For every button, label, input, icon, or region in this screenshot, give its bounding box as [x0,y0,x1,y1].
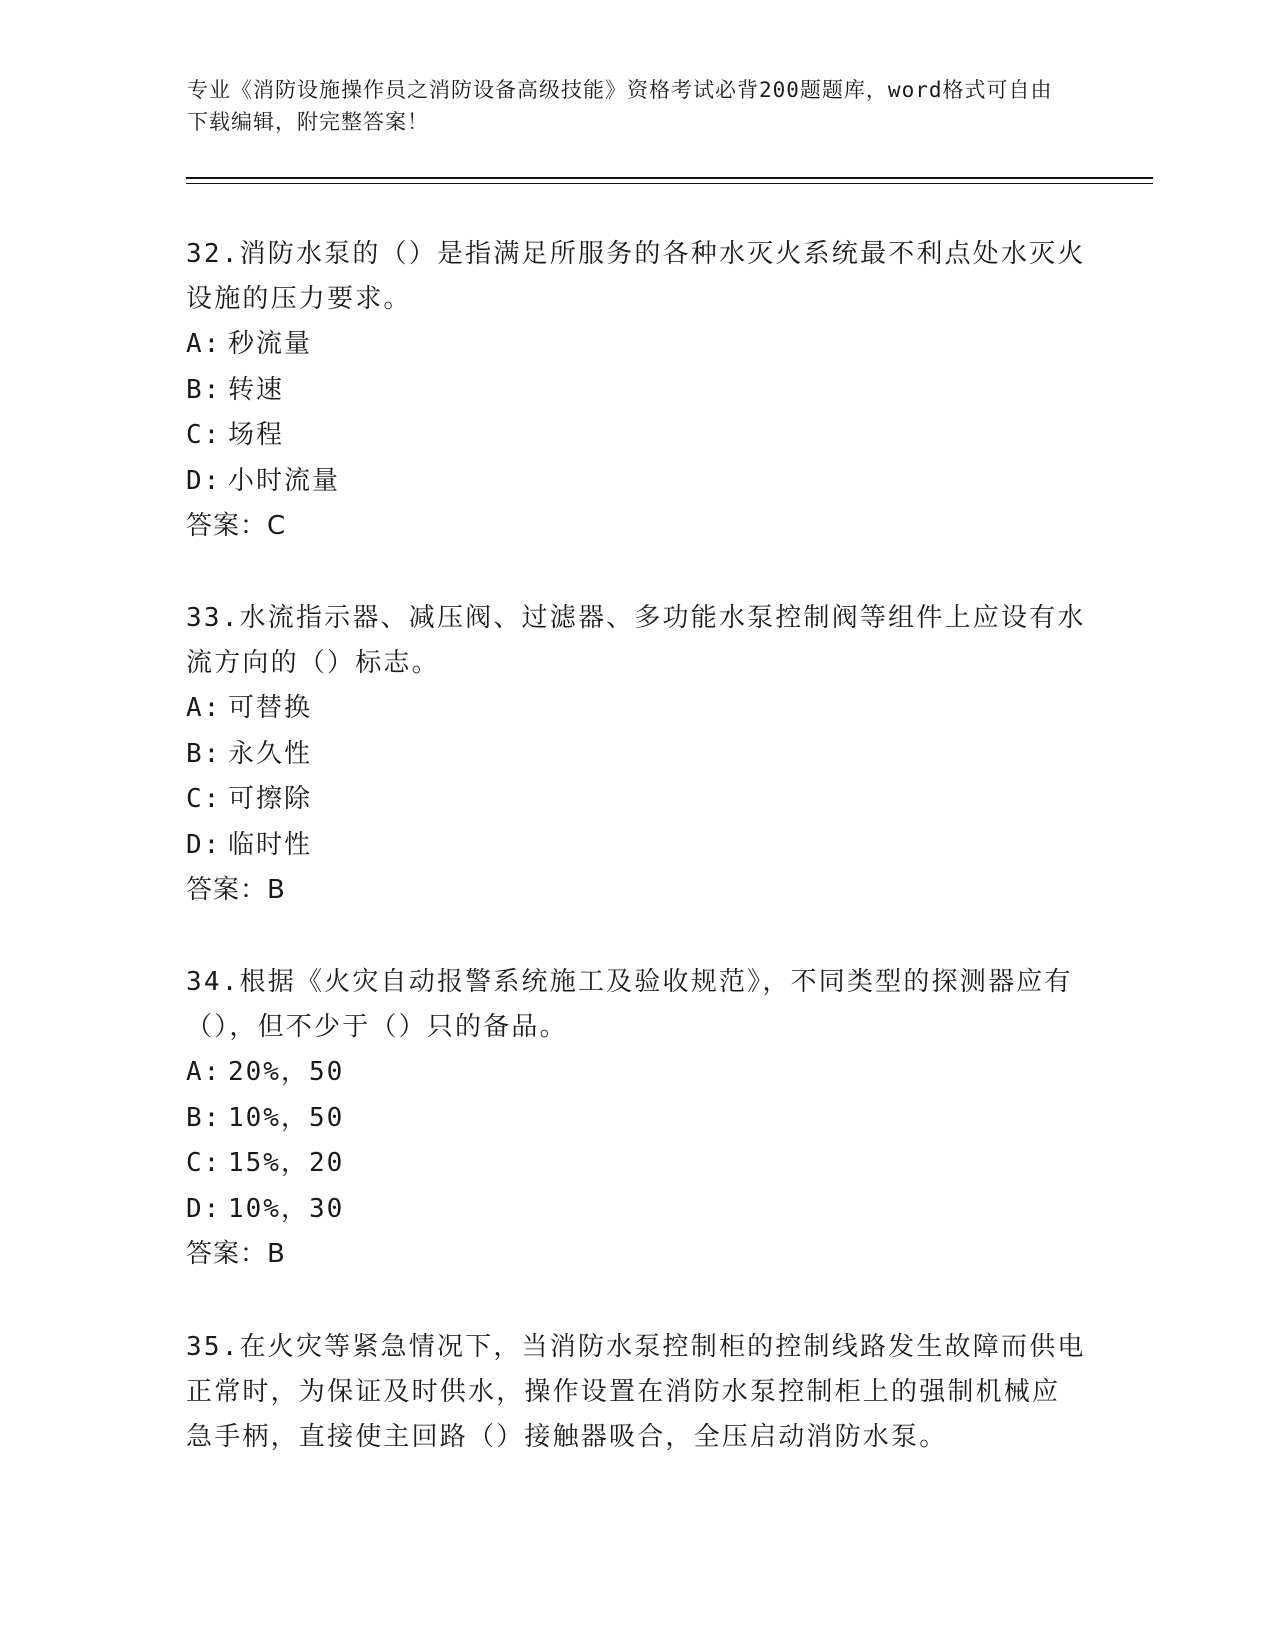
document-header: 专业《消防设施操作员之消防设备高级技能》资格考试必背200题题库，word格式可自由下载编辑，附完整答案！ [187,78,1053,134]
option-key: B: [186,1102,222,1133]
option-d [186,1187,1086,1233]
question-stem: 34.根据《火灾自动报警系统施工及验收规范》，不同类型的探测器应有（），但不少于（）只的备品。 [186,967,1073,1042]
option-a [186,686,1086,732]
question-34 [186,960,1086,1278]
option-text: 可擦除 [228,784,313,814]
option-key: A: [186,693,222,723]
header-divider [186,177,1153,179]
option-text: 小时流量 [228,465,341,496]
question-32 [186,232,1086,550]
answer-line: 答案：B [186,1239,286,1269]
option-key: C: [186,784,222,814]
option-a [186,322,1086,368]
option-b [186,1096,1086,1142]
option-text: 10%，50 [228,1102,345,1133]
option-text: 可替换 [228,693,313,723]
question-33 [186,596,1086,914]
option-key: A: [186,329,222,359]
option-text: 10%，30 [228,1193,345,1224]
question-35 [186,1325,1086,1460]
option-c [186,1141,1086,1187]
option-key: A: [186,1057,222,1087]
option-text: 转速 [228,374,285,405]
option-key: D: [186,829,222,860]
option-d [186,459,1086,505]
option-d [186,823,1086,869]
option-key: B: [186,374,222,405]
option-c [186,777,1086,823]
option-text: 15%，20 [228,1148,345,1178]
answer-line: 答案：B [186,875,286,905]
option-text: 永久性 [228,738,313,769]
option-text: 20%，50 [228,1057,345,1087]
option-text: 场程 [228,420,285,450]
option-key: C: [186,420,222,450]
question-stem: 35.在火灾等紧急情况下，当消防水泵控制柜的控制线路发生故障而供电正常时，为保证及时供水，操作设置在消防水泵控制柜上的强制机械应急手柄，直接使主回路（）接触器吸合，全压启动消防水泵。 [186,1332,1086,1452]
question-stem: 32.消防水泵的（）是指满足所服务的各种水灭火系统最不利点处水灭火设施的压力要求。 [186,239,1086,314]
option-key: D: [186,1193,222,1224]
option-c [186,413,1086,459]
option-key: B: [186,738,222,769]
option-key: D: [186,465,222,496]
question-stem: 33.水流指示器、减压阀、过滤器、多功能水泵控制阀等组件上应设有水流方向的（）标志。 [186,603,1086,678]
option-text: 秒流量 [228,329,313,359]
option-a [186,1050,1086,1096]
header-divider-thin [186,183,1153,184]
option-b [186,368,1086,414]
option-key: C: [186,1148,222,1178]
answer-line: 答案：C [186,511,287,541]
option-text: 临时性 [228,829,313,860]
option-b [186,732,1086,778]
